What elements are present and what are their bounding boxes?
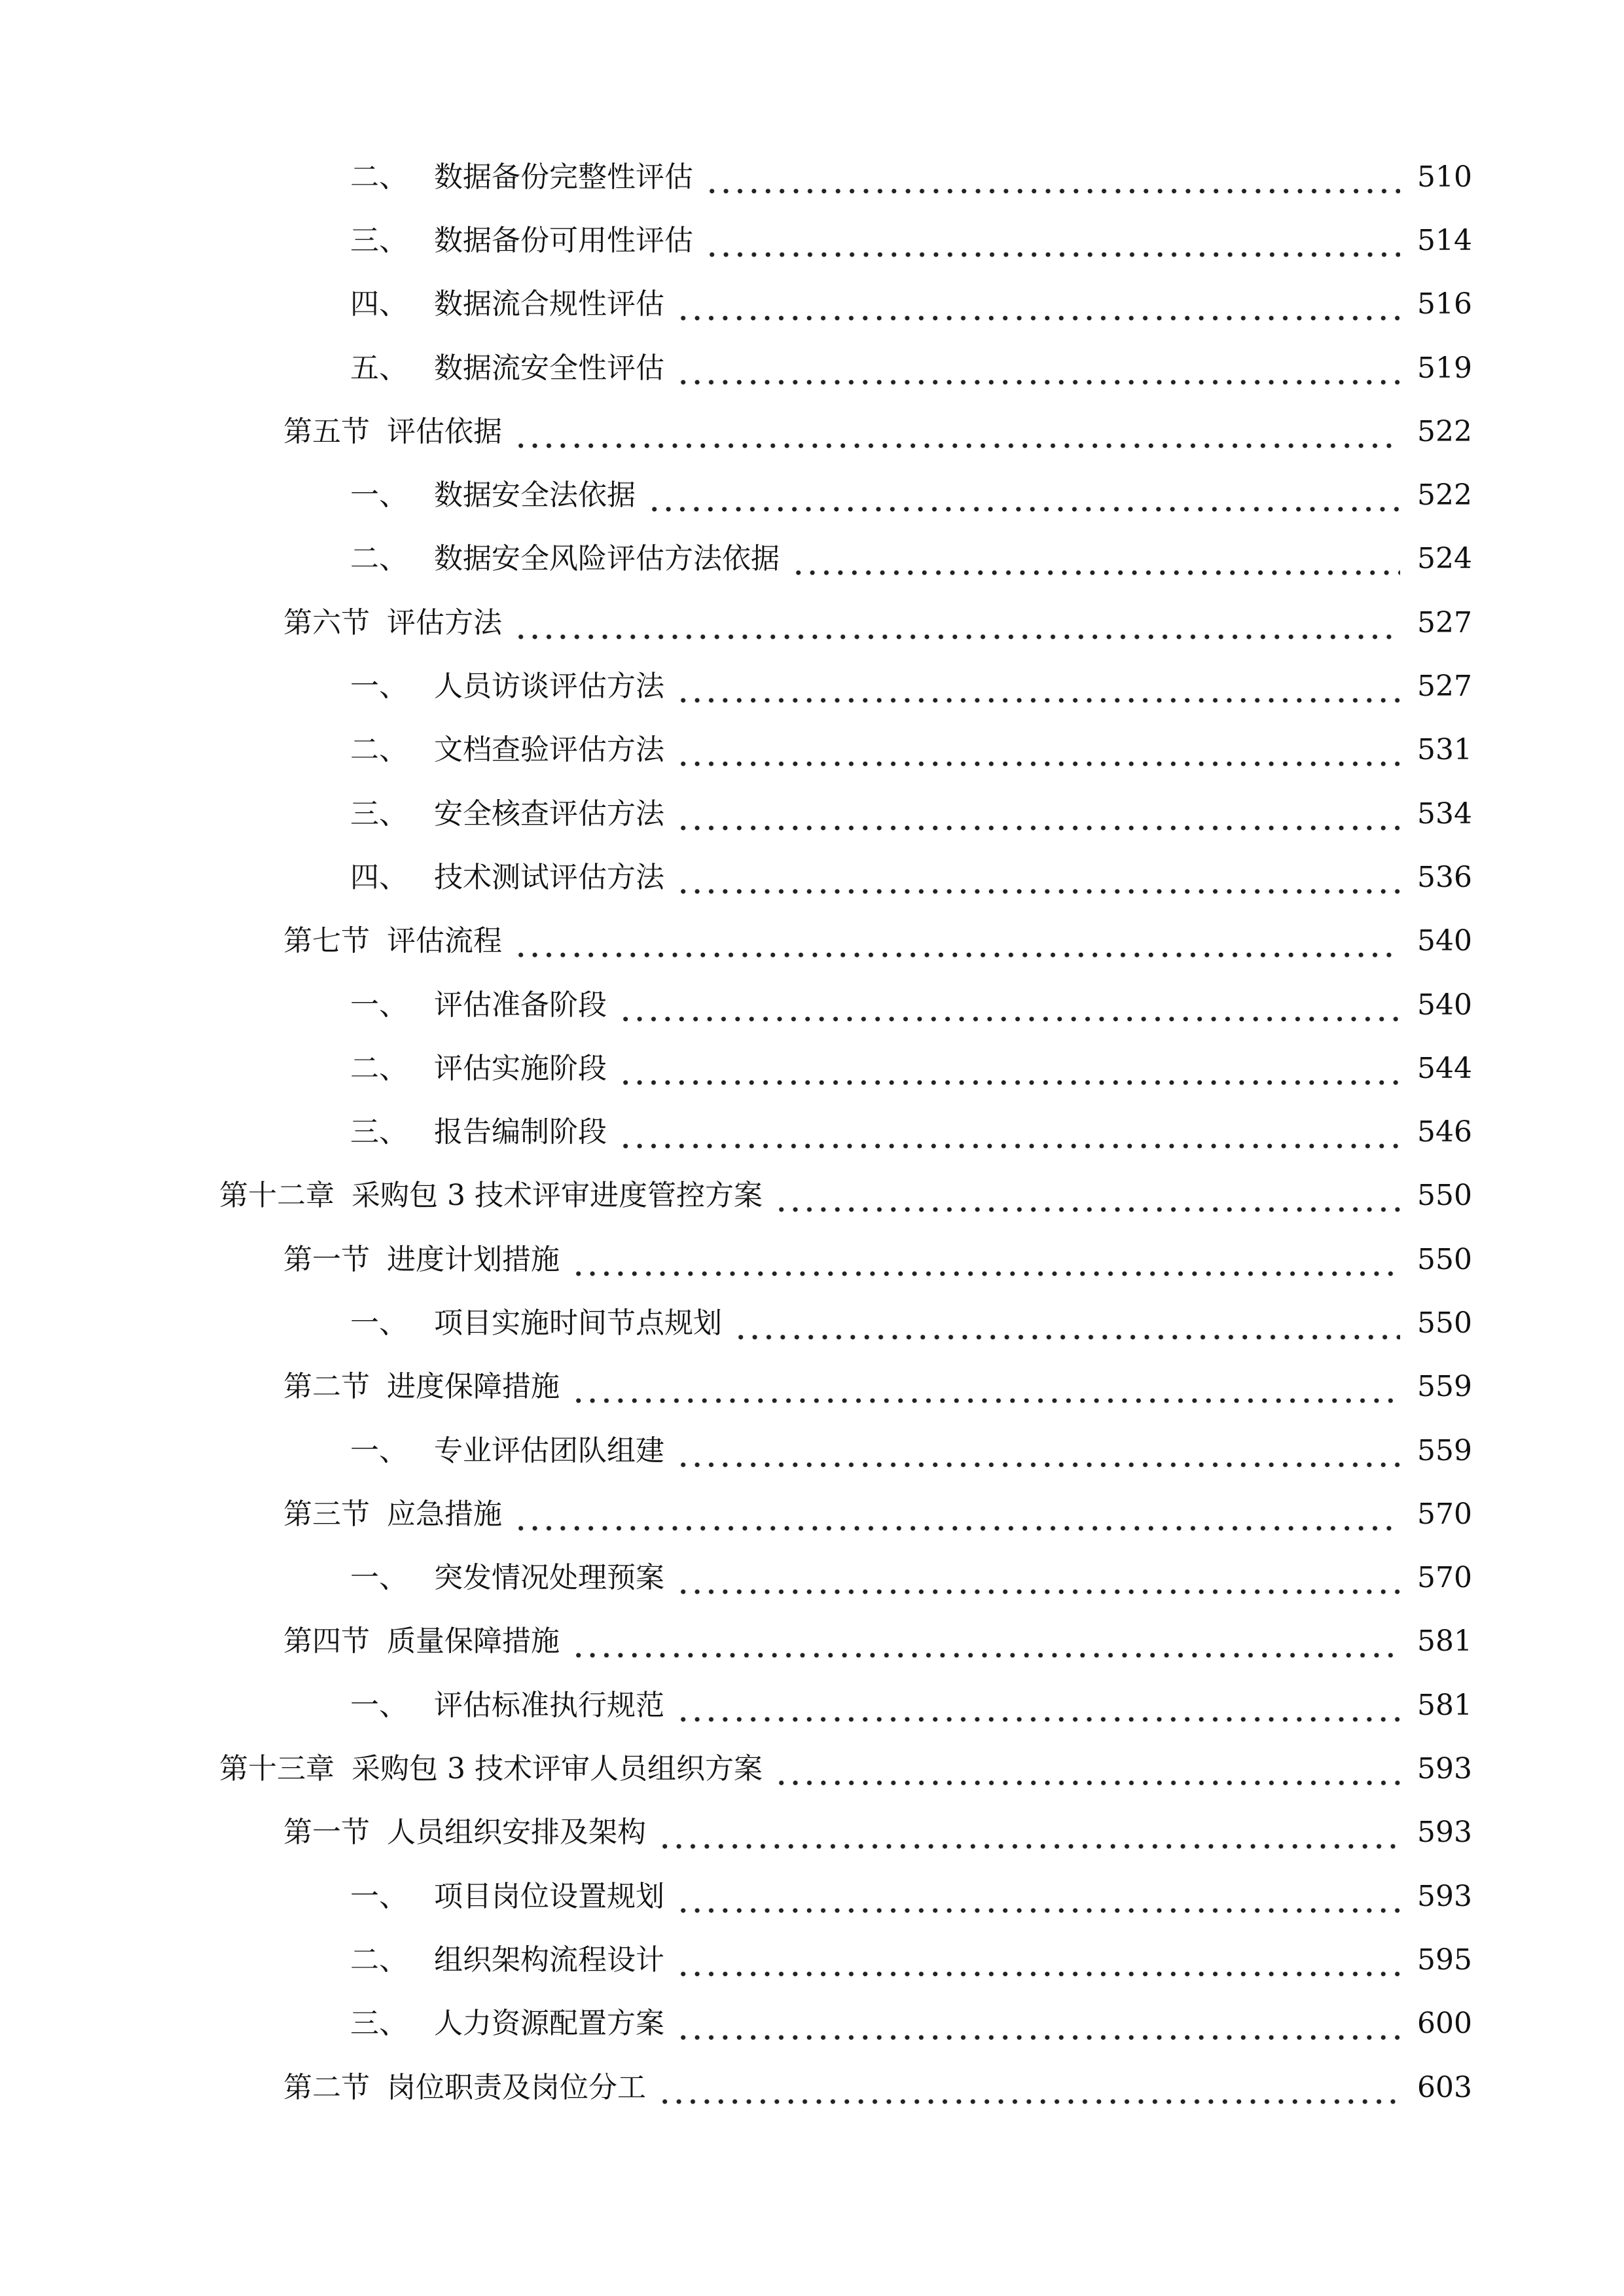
toc-entry-title: 突发情况处理预案 — [434, 1561, 664, 1595]
toc-entry-title: 人员访谈评估方法 — [434, 670, 664, 704]
toc-entry[interactable] — [0, 336, 1624, 400]
toc-entry[interactable] — [0, 719, 1624, 782]
toc-entry-number: 五、 — [350, 351, 408, 385]
toc-entry-number: 二、 — [350, 733, 408, 767]
toc-entry-page-number: 593 — [1417, 1879, 1472, 1913]
toc-entry-title: 进度计划措施 — [387, 1242, 560, 1276]
toc-entry-number: 一、 — [350, 1879, 408, 1913]
toc-entry[interactable] — [0, 1992, 1624, 2056]
dot-leader — [658, 2068, 1400, 2108]
dot-leader — [619, 1049, 1400, 1088]
dot-leader — [774, 1749, 1400, 1789]
toc-entry-title: 评估依据 — [387, 414, 502, 448]
toc-entry[interactable] — [0, 973, 1624, 1037]
toc-entry-number: 第六节 — [283, 605, 370, 639]
toc-entry-number: 第二节 — [283, 2070, 370, 2104]
toc-entry-page-number: 519 — [1417, 351, 1472, 385]
toc-entry[interactable] — [0, 1547, 1624, 1610]
toc-entry-number: 二、 — [350, 160, 408, 194]
dot-leader — [705, 158, 1400, 197]
toc-entry[interactable] — [0, 1291, 1624, 1355]
toc-entry-number: 三、 — [350, 1115, 408, 1149]
toc-entry-title: 评估标准执行规范 — [434, 1688, 664, 1722]
dot-leader — [676, 2004, 1400, 2043]
table-of-contents — [0, 145, 1624, 2119]
toc-entry[interactable] — [0, 655, 1624, 718]
toc-entry[interactable] — [0, 1228, 1624, 1291]
toc-entry-page-number: 603 — [1417, 2070, 1472, 2104]
toc-entry-title: 应急措施 — [387, 1497, 502, 1531]
toc-entry-page-number: 559 — [1417, 1433, 1472, 1467]
dot-leader — [619, 1113, 1400, 1152]
toc-entry-title: 评估实施阶段 — [434, 1051, 607, 1085]
toc-entry[interactable] — [0, 1674, 1624, 1737]
toc-entry-number: 第五节 — [283, 414, 370, 448]
toc-entry[interactable] — [0, 273, 1624, 336]
toc-entry[interactable] — [0, 910, 1624, 973]
toc-entry[interactable] — [0, 400, 1624, 463]
toc-entry[interactable] — [0, 1737, 1624, 1801]
toc-entry-title: 项目岗位设置规划 — [434, 1879, 664, 1913]
dot-leader — [571, 1622, 1400, 1661]
toc-entry-title: 数据流安全性评估 — [434, 351, 664, 385]
toc-entry-title: 组织架构流程设计 — [434, 1943, 664, 1977]
toc-entry[interactable] — [0, 1100, 1624, 1164]
toc-entry[interactable] — [0, 2056, 1624, 2119]
toc-entry-number: 第一节 — [283, 1816, 370, 1850]
toc-entry-number: 一、 — [350, 1688, 408, 1722]
dot-leader — [514, 603, 1400, 643]
toc-entry[interactable] — [0, 1610, 1624, 1674]
toc-entry[interactable] — [0, 1164, 1624, 1228]
toc-entry-title: 安全核查评估方法 — [434, 797, 664, 831]
toc-entry[interactable] — [0, 1801, 1624, 1865]
dot-leader — [676, 285, 1400, 324]
toc-entry-title: 数据安全法依据 — [434, 478, 636, 512]
toc-entry-number: 一、 — [350, 478, 408, 512]
toc-entry-number: 第一节 — [283, 1242, 370, 1276]
dot-leader — [514, 1495, 1400, 1534]
toc-entry[interactable] — [0, 782, 1624, 846]
toc-entry-page-number: 527 — [1417, 670, 1472, 704]
dot-leader — [619, 986, 1400, 1025]
toc-entry[interactable] — [0, 591, 1624, 655]
toc-entry-number: 二、 — [350, 1943, 408, 1977]
toc-entry-page-number: 544 — [1417, 1051, 1472, 1085]
dot-leader — [676, 1877, 1400, 1916]
toc-entry-page-number: 536 — [1417, 860, 1472, 894]
toc-entry-number: 四、 — [350, 860, 408, 894]
toc-entry-title: 进度保障措施 — [387, 1370, 560, 1404]
toc-entry-title: 技术测试评估方法 — [434, 860, 664, 894]
toc-entry-number: 一、 — [350, 1306, 408, 1340]
toc-entry-number: 三、 — [350, 2007, 408, 2041]
dot-leader — [676, 858, 1400, 897]
dot-leader — [571, 1240, 1400, 1280]
toc-entry-number: 第二节 — [283, 1370, 370, 1404]
dot-leader — [647, 476, 1400, 515]
toc-entry[interactable] — [0, 528, 1624, 591]
dot-leader — [571, 1367, 1400, 1407]
toc-entry-number: 四、 — [350, 287, 408, 321]
toc-entry-page-number: 534 — [1417, 797, 1472, 831]
toc-entry[interactable] — [0, 209, 1624, 272]
toc-entry-number: 二、 — [350, 542, 408, 576]
toc-entry[interactable] — [0, 1928, 1624, 1992]
toc-entry-page-number: 524 — [1417, 542, 1472, 576]
toc-entry-page-number: 527 — [1417, 605, 1472, 639]
toc-entry-title: 报告编制阶段 — [434, 1115, 607, 1149]
toc-entry-page-number: 581 — [1417, 1624, 1472, 1659]
toc-entry-page-number: 550 — [1417, 1242, 1472, 1276]
toc-entry-title: 评估准备阶段 — [434, 988, 607, 1022]
toc-entry-title: 采购包 3 技术评审人员组织方案 — [352, 1752, 763, 1786]
dot-leader — [705, 221, 1400, 260]
toc-entry-title: 专业评估团队组建 — [434, 1433, 664, 1467]
dot-leader — [514, 922, 1400, 961]
dot-leader — [658, 1813, 1400, 1852]
toc-entry[interactable] — [0, 1482, 1624, 1546]
toc-entry-number: 一、 — [350, 988, 408, 1022]
toc-entry-title: 人力资源配置方案 — [434, 2007, 664, 2041]
dot-leader — [676, 795, 1400, 834]
dot-leader — [676, 730, 1400, 770]
toc-entry-page-number: 514 — [1417, 223, 1472, 257]
toc-entry-title: 数据安全风险评估方法依据 — [434, 542, 780, 576]
toc-entry[interactable] — [0, 145, 1624, 209]
toc-entry-number: 三、 — [350, 223, 408, 257]
toc-entry-number: 第四节 — [283, 1624, 370, 1659]
toc-entry-page-number: 531 — [1417, 733, 1472, 767]
dot-leader — [676, 1686, 1400, 1725]
toc-entry-page-number: 593 — [1417, 1816, 1472, 1850]
toc-entry-page-number: 550 — [1417, 1306, 1472, 1340]
toc-entry-page-number: 540 — [1417, 924, 1472, 958]
toc-entry-title: 数据流合规性评估 — [434, 287, 664, 321]
dot-leader — [676, 349, 1400, 388]
toc-entry-page-number: 570 — [1417, 1561, 1472, 1595]
toc-entry-number: 一、 — [350, 670, 408, 704]
toc-entry-page-number: 510 — [1417, 160, 1472, 194]
dot-leader — [774, 1176, 1400, 1215]
toc-entry[interactable] — [0, 1037, 1624, 1100]
toc-entry-number: 第十二章 — [219, 1179, 334, 1213]
toc-entry-number: 第三节 — [283, 1497, 370, 1531]
toc-entry-number: 一、 — [350, 1433, 408, 1467]
toc-entry-number: 第七节 — [283, 924, 370, 958]
toc-entry[interactable] — [0, 1419, 1624, 1482]
toc-entry-page-number: 600 — [1417, 2007, 1472, 2041]
dot-leader — [676, 1431, 1400, 1471]
toc-entry-page-number: 559 — [1417, 1370, 1472, 1404]
dot-leader — [676, 1558, 1400, 1598]
toc-entry-page-number: 595 — [1417, 1943, 1472, 1977]
toc-entry-page-number: 540 — [1417, 988, 1472, 1022]
toc-entry-title: 岗位职责及岗位分工 — [387, 2070, 646, 2104]
dot-leader — [791, 539, 1400, 579]
dot-leader — [676, 1941, 1400, 1980]
toc-entry[interactable] — [0, 1865, 1624, 1928]
toc-entry-page-number: 570 — [1417, 1497, 1472, 1531]
toc-entry-number: 一、 — [350, 1561, 408, 1595]
toc-entry-number: 第十三章 — [219, 1752, 334, 1786]
toc-entry-title: 人员组织安排及架构 — [387, 1816, 646, 1850]
toc-entry-title: 项目实施时间节点规划 — [434, 1306, 722, 1340]
toc-entry[interactable] — [0, 846, 1624, 909]
toc-entry-page-number: 593 — [1417, 1752, 1472, 1786]
toc-entry-title: 评估方法 — [387, 605, 502, 639]
toc-entry-title: 采购包 3 技术评审进度管控方案 — [352, 1179, 763, 1213]
toc-entry-page-number: 522 — [1417, 478, 1472, 512]
toc-entry-page-number: 516 — [1417, 287, 1472, 321]
toc-entry-page-number: 550 — [1417, 1179, 1472, 1213]
toc-entry-number: 二、 — [350, 1051, 408, 1085]
toc-entry-page-number: 581 — [1417, 1688, 1472, 1722]
toc-entry-page-number: 522 — [1417, 414, 1472, 448]
toc-entry-page-number: 546 — [1417, 1115, 1472, 1149]
toc-entry-title: 文档查验评估方法 — [434, 733, 664, 767]
toc-entry[interactable] — [0, 1355, 1624, 1419]
toc-entry-title: 质量保障措施 — [387, 1624, 560, 1659]
toc-entry-title: 数据备份完整性评估 — [434, 160, 693, 194]
dot-leader — [734, 1304, 1400, 1343]
toc-entry-title: 数据备份可用性评估 — [434, 223, 693, 257]
dot-leader — [514, 412, 1400, 452]
dot-leader — [676, 667, 1400, 706]
toc-entry-number: 三、 — [350, 797, 408, 831]
toc-entry-title: 评估流程 — [387, 924, 502, 958]
toc-entry[interactable] — [0, 463, 1624, 527]
